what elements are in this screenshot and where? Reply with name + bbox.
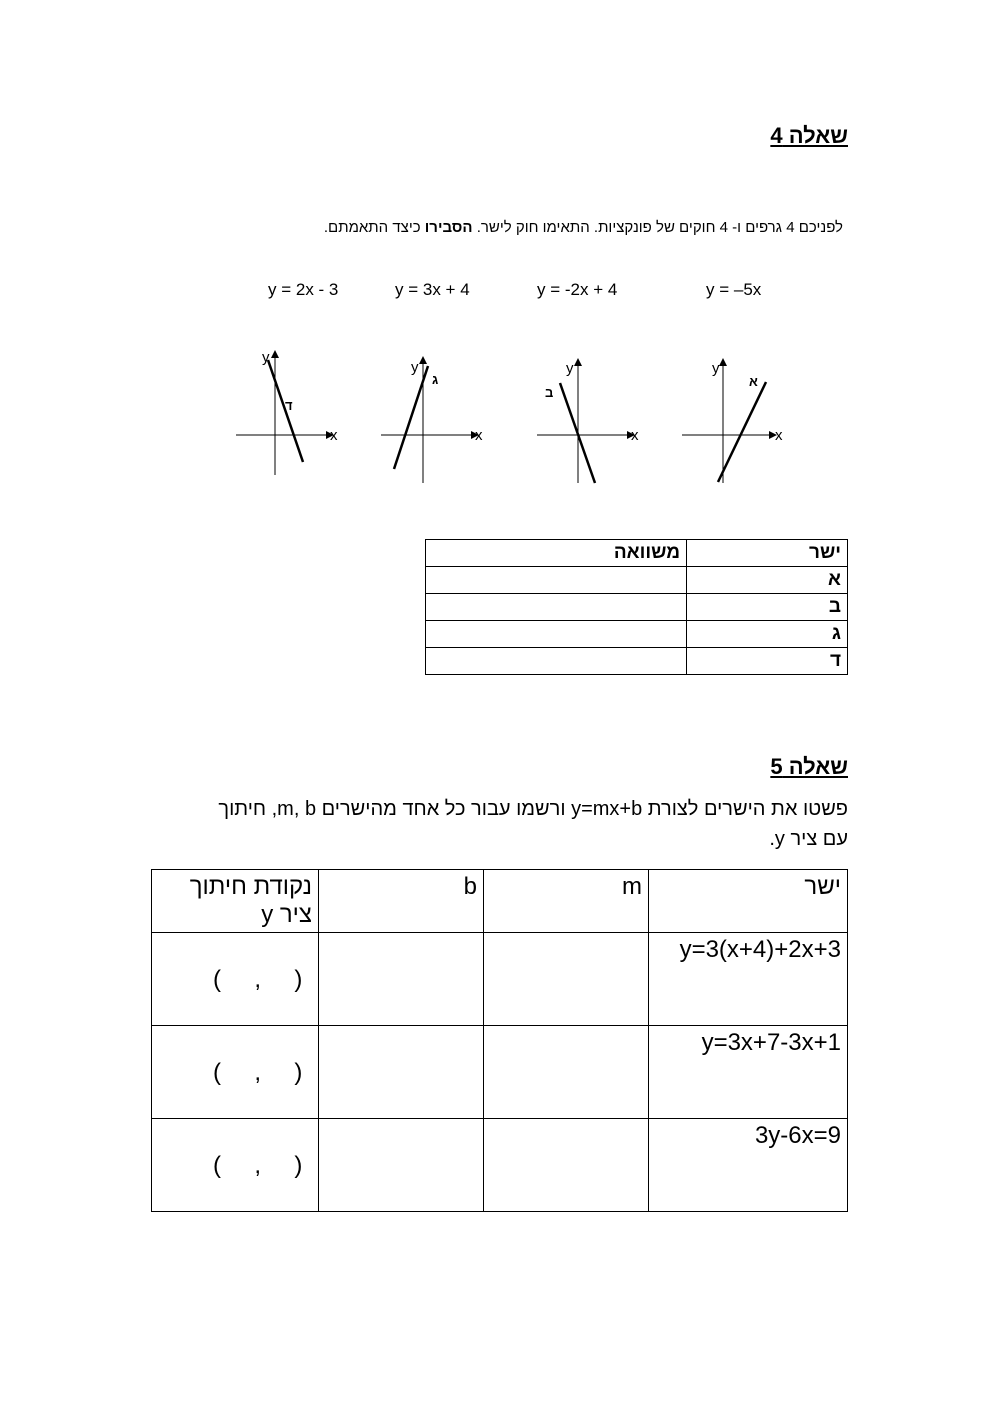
equation-3: y = -2x + 4 bbox=[537, 280, 618, 299]
graph-gimel bbox=[381, 350, 491, 495]
m-answer-cell[interactable] bbox=[484, 1119, 649, 1212]
table-row bbox=[152, 1119, 848, 1212]
header-line: ישר bbox=[687, 540, 848, 567]
y-axis-label: y bbox=[712, 360, 720, 377]
table-header-row bbox=[152, 870, 848, 933]
equation-answer-cell[interactable] bbox=[426, 648, 687, 675]
graph-label: ג bbox=[432, 372, 439, 387]
line-equation: 3y-6x=9 bbox=[754, 1122, 841, 1149]
m-answer-cell[interactable] bbox=[484, 1026, 649, 1119]
table-row bbox=[152, 1026, 848, 1119]
header-line: ישר bbox=[649, 870, 848, 933]
row-label: ד bbox=[687, 648, 848, 675]
q4-instruction-bold: הסבירו bbox=[424, 219, 473, 236]
equation-answer-cell[interactable] bbox=[426, 594, 687, 621]
table-row bbox=[426, 621, 848, 648]
q4-instruction-b: כיצד התאמתם. bbox=[323, 219, 421, 236]
graph-dalet bbox=[236, 350, 346, 495]
table-row bbox=[152, 933, 848, 1026]
q4-match-table bbox=[425, 539, 848, 675]
row-label: א bbox=[687, 567, 848, 594]
q4-heading: שאלה 4 bbox=[770, 123, 848, 148]
y-arrow-icon bbox=[574, 358, 582, 366]
y-arrow-icon bbox=[419, 356, 427, 364]
table-row bbox=[426, 594, 848, 621]
y-arrow-icon bbox=[719, 358, 727, 366]
graph-alef bbox=[682, 350, 792, 495]
line-equation-cell bbox=[649, 933, 848, 1026]
intercept-answer-cell[interactable] bbox=[152, 933, 319, 1026]
graph-label: ב bbox=[545, 385, 554, 400]
equation-4: y = –5x bbox=[706, 280, 762, 299]
header-equation: משוואה bbox=[426, 540, 687, 567]
q5-table bbox=[151, 869, 848, 1212]
y-axis-label: y bbox=[566, 360, 574, 377]
y-arrow-icon bbox=[271, 350, 279, 358]
b-answer-cell[interactable] bbox=[319, 1026, 484, 1119]
q5-text-line2: עם ציר y. bbox=[769, 828, 848, 850]
x-axis-label: x bbox=[775, 427, 783, 444]
graph-label: א bbox=[749, 374, 758, 389]
header-intercept: נקודת חיתוך ציר y bbox=[152, 870, 319, 933]
b-answer-cell[interactable] bbox=[319, 933, 484, 1026]
table-header-row bbox=[426, 540, 848, 567]
intercept-parens: ( , ) bbox=[213, 1059, 303, 1086]
equation-1: y = 2x - 3 bbox=[268, 280, 339, 299]
graph-label: ד bbox=[285, 398, 293, 413]
q5-instruction bbox=[148, 794, 848, 854]
y-axis-label: y bbox=[411, 359, 419, 376]
intercept-parens: ( , ) bbox=[213, 1152, 303, 1179]
table-row bbox=[426, 567, 848, 594]
header-b: b bbox=[319, 870, 484, 933]
b-answer-cell[interactable] bbox=[319, 1119, 484, 1212]
line-equation: y=3x+7-3x+1 bbox=[701, 1029, 841, 1056]
q5-heading: שאלה 5 bbox=[770, 754, 848, 779]
q5-text-line1: פשטו את הישרים לצורת y=mx+b ורשמו עבור כל אחד מהישרים m, b, חיתוך bbox=[218, 798, 848, 820]
intercept-parens: ( , ) bbox=[213, 966, 303, 993]
equation-answer-cell[interactable] bbox=[426, 621, 687, 648]
q4-instruction-a: לפניכם 4 גרפים ו- 4 חוקים של פונקציות. התאימו חוק לישר. bbox=[476, 219, 843, 236]
equation-answer-cell[interactable] bbox=[426, 567, 687, 594]
x-axis-label: x bbox=[631, 427, 639, 444]
x-axis-label: x bbox=[330, 427, 338, 444]
q4-instruction bbox=[324, 219, 843, 236]
graph-bet bbox=[537, 350, 647, 495]
row-label: ג bbox=[687, 621, 848, 648]
x-axis-label: x bbox=[475, 427, 483, 444]
intercept-answer-cell[interactable] bbox=[152, 1026, 319, 1119]
m-answer-cell[interactable] bbox=[484, 933, 649, 1026]
graph-line bbox=[718, 382, 766, 482]
y-axis-label: y bbox=[262, 349, 270, 366]
line-equation-cell bbox=[649, 1026, 848, 1119]
line-equation-cell bbox=[649, 1119, 848, 1212]
row-label: ב bbox=[687, 594, 848, 621]
line-equation: y=3(x+4)+2x+3 bbox=[679, 936, 841, 963]
equation-2: y = 3x + 4 bbox=[395, 280, 470, 299]
table-row bbox=[426, 648, 848, 675]
intercept-answer-cell[interactable] bbox=[152, 1119, 319, 1212]
header-m: m bbox=[484, 870, 649, 933]
